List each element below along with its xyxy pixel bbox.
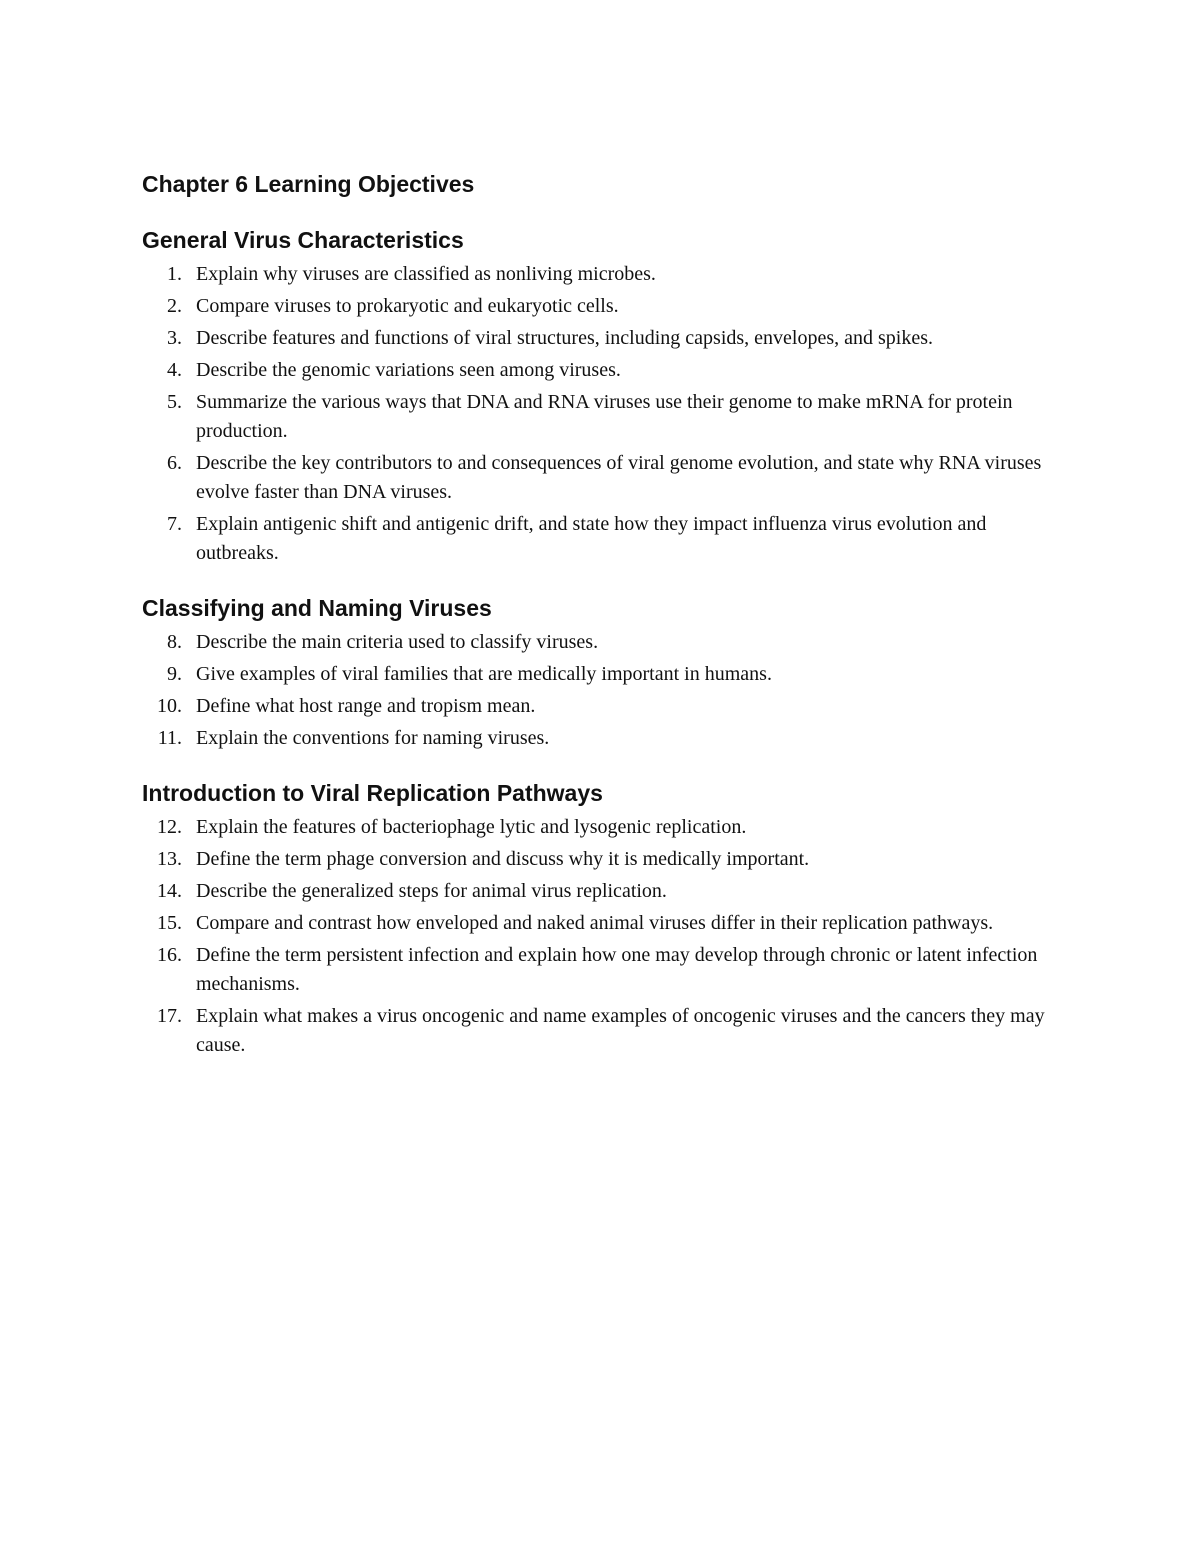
item-text: Define what host range and tropism mean. — [196, 695, 536, 717]
item-number: 14. — [157, 880, 182, 902]
list-item — [142, 813, 1062, 842]
item-text: Describe the generalized steps for animal virus replication. — [196, 880, 667, 902]
list-item — [142, 692, 1062, 721]
list-item — [142, 449, 1062, 507]
item-number: 5. — [167, 391, 182, 413]
list-item — [142, 260, 1062, 289]
item-text: Define the term phage conversion and discuss why it is medically important. — [196, 848, 810, 870]
list-item — [142, 660, 1062, 689]
item-number: 13. — [157, 848, 182, 870]
item-number: 3. — [167, 327, 182, 349]
item-text: Describe the key contributors to and consequences of viral genome evolution, and state why RNA viruses evolve faster than DNA viruses. — [196, 452, 1042, 503]
page-title: Chapter 6 Learning Objectives — [142, 171, 475, 197]
objectives-list-replication — [142, 813, 1062, 1060]
item-text: Describe features and functions of viral structures, including capsids, envelopes, and spikes. — [196, 327, 934, 349]
item-text: Describe the main criteria used to classify viruses. — [196, 631, 599, 653]
list-item — [142, 724, 1062, 753]
section-heading-general-virus-characteristics: General Virus Characteristics — [142, 227, 464, 253]
list-item — [142, 324, 1062, 353]
item-text: Define the term persistent infection and explain how one may develop through chronic or latent infection mechanisms. — [196, 944, 1038, 995]
item-number: 7. — [167, 513, 182, 535]
item-number: 2. — [167, 295, 182, 317]
item-number: 12. — [157, 816, 182, 838]
item-number: 17. — [157, 1005, 182, 1027]
document-page — [142, 168, 1062, 1063]
section-heading-viral-replication-pathways: Introduction to Viral Replication Pathways — [142, 780, 603, 806]
item-text: Give examples of viral families that are medically important in humans. — [196, 663, 772, 685]
list-item — [142, 941, 1062, 999]
objectives-list-classifying — [142, 628, 1062, 753]
item-text: Explain the conventions for naming viruses. — [196, 727, 550, 749]
item-text: Summarize the various ways that DNA and RNA viruses use their genome to make mRNA for protein production. — [196, 391, 1013, 442]
objectives-list-general — [142, 260, 1062, 568]
item-text: Compare and contrast how enveloped and naked animal viruses differ in their replication pathways. — [196, 912, 994, 934]
item-number: 4. — [167, 359, 182, 381]
item-text: Explain the features of bacteriophage lytic and lysogenic replication. — [196, 816, 747, 838]
item-text: Explain why viruses are classified as nonliving microbes. — [196, 263, 656, 285]
item-text: Explain antigenic shift and antigenic drift, and state how they impact influenza virus evolution and outbreaks. — [196, 513, 987, 564]
item-number: 9. — [167, 663, 182, 685]
list-item — [142, 628, 1062, 657]
section-heading-classifying-and-naming-viruses: Classifying and Naming Viruses — [142, 595, 492, 621]
list-item — [142, 356, 1062, 385]
item-number: 15. — [157, 912, 182, 934]
list-item — [142, 1002, 1062, 1060]
list-item — [142, 909, 1062, 938]
item-number: 16. — [157, 944, 182, 966]
item-text: Describe the genomic variations seen among viruses. — [196, 359, 621, 381]
item-number: 1. — [167, 263, 182, 285]
item-number: 11. — [157, 727, 182, 749]
list-item — [142, 510, 1062, 568]
list-item — [142, 292, 1062, 321]
item-number: 10. — [157, 695, 182, 717]
item-text: Explain what makes a virus oncogenic and name examples of oncogenic viruses and the cancers they may cause. — [196, 1005, 1045, 1056]
item-number: 6. — [167, 452, 182, 474]
item-number: 8. — [167, 631, 182, 653]
list-item — [142, 877, 1062, 906]
list-item — [142, 845, 1062, 874]
item-text: Compare viruses to prokaryotic and eukaryotic cells. — [196, 295, 619, 317]
list-item — [142, 388, 1062, 446]
